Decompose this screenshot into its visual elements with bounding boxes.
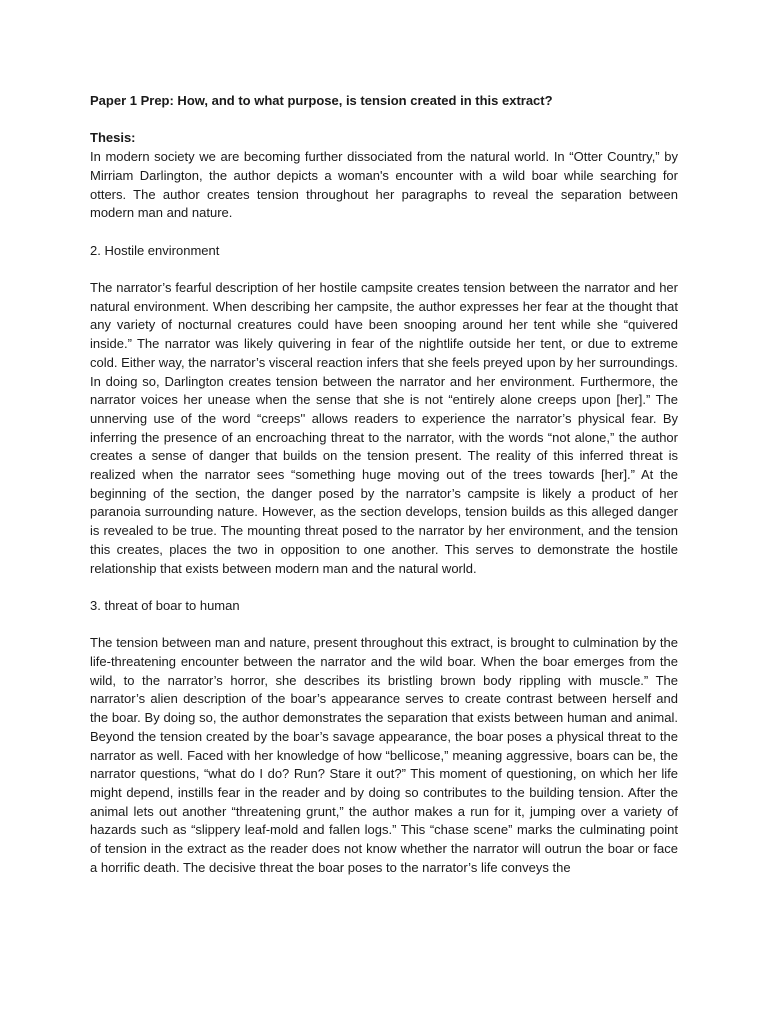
document-title: Paper 1 Prep: How, and to what purpose, is tension created in this extract? <box>90 93 553 108</box>
threat-of-boar-paragraph: The tension between man and nature, present throughout this extract, is brought to culmination by the life-threatening encounter between the narrator and the wild boar. When the boar emerges from the wild, to the narrator’s horror, she describes its bristling brown body rippling with muscle.” The narrator’s alien description of the boar’s appearance serves to create contrast between herself and the boar. By doing so, the author demonstrates the separation that exists between human and animal. Beyond the tension created by the boar’s savage appearance, the boar poses a physical threat to the narrator as well. Faced with her knowledge of how “bellicose,” meaning aggressive, boars can be, the narrator questions, “what do I do? Run? Stare it out?” This moment of questioning, on which her life might depend, instills fear in the reader and by doing so contributes to the building tension. After the animal lets out another “threatening grunt,” the author makes a run for it, jumping over a variety of hazards such as “slippery leaf-mold and fallen logs.” This “chase scene” marks the culminating point of tension in the extract as the reader does not know whether the narrator will outrun the boar or face a horrific death. The decisive threat the boar poses to the narrator’s life conveys the <box>90 635 678 875</box>
thesis-label: Thesis: <box>90 130 136 146</box>
hostile-environment-paragraph: The narrator’s fearful description of her hostile campsite creates tension between the narrator and her natural environment. When describing her campsite, the author expresses her fear at the thought that any variety of nocturnal creatures could have been snooping around her tent while she “quivered inside.” The narrator was likely quivering in fear of the nightlife outside her tent, or due to extreme cold. Either way, the narrator’s visceral reaction infers that she feels preyed upon by her surroundings. In doing so, Darlington creates tension between the narrator and her environment. Furthermore, the narrator voices her unease when the sense that she is not “entirely alone creeps upon [her].” The unnerving use of the word “creeps'' allows readers to experience the narrator’s physical fear. By inferring the presence of an encroaching threat to the narrator, with the words “not alone,” the author creates a sense of danger that builds on the tension present. The reality of this inferred threat is realized when the narrator sees “something huge moving out of the trees towards [her].” At the beginning of the section, the danger posed by the narrator’s campsite is likely a product of her paranoia surrounding nature. However, as the section develops, tension builds as this alleged danger is revealed to be true. The mounting threat posed to the narrator by her environment, and the tension this creates, places the two in opposition to one another. This serves to demonstrate the hostile relationship that exists between modern man and the natural world. <box>90 279 678 576</box>
thesis-paragraph: In modern society we are becoming further dissociated from the natural world. In “Otter Country,” by Mirriam Darlington, the author depicts a woman's encounter with a wild boar while searching for otters. The author creates tension throughout her paragraphs to reveal the separation between modern man and nature. <box>90 149 678 221</box>
document-page <box>90 92 678 896</box>
section-heading-hostile-environment: 2. Hostile environment <box>90 242 220 258</box>
section-heading-threat-of-boar: 3. threat of boar to human <box>90 597 240 613</box>
